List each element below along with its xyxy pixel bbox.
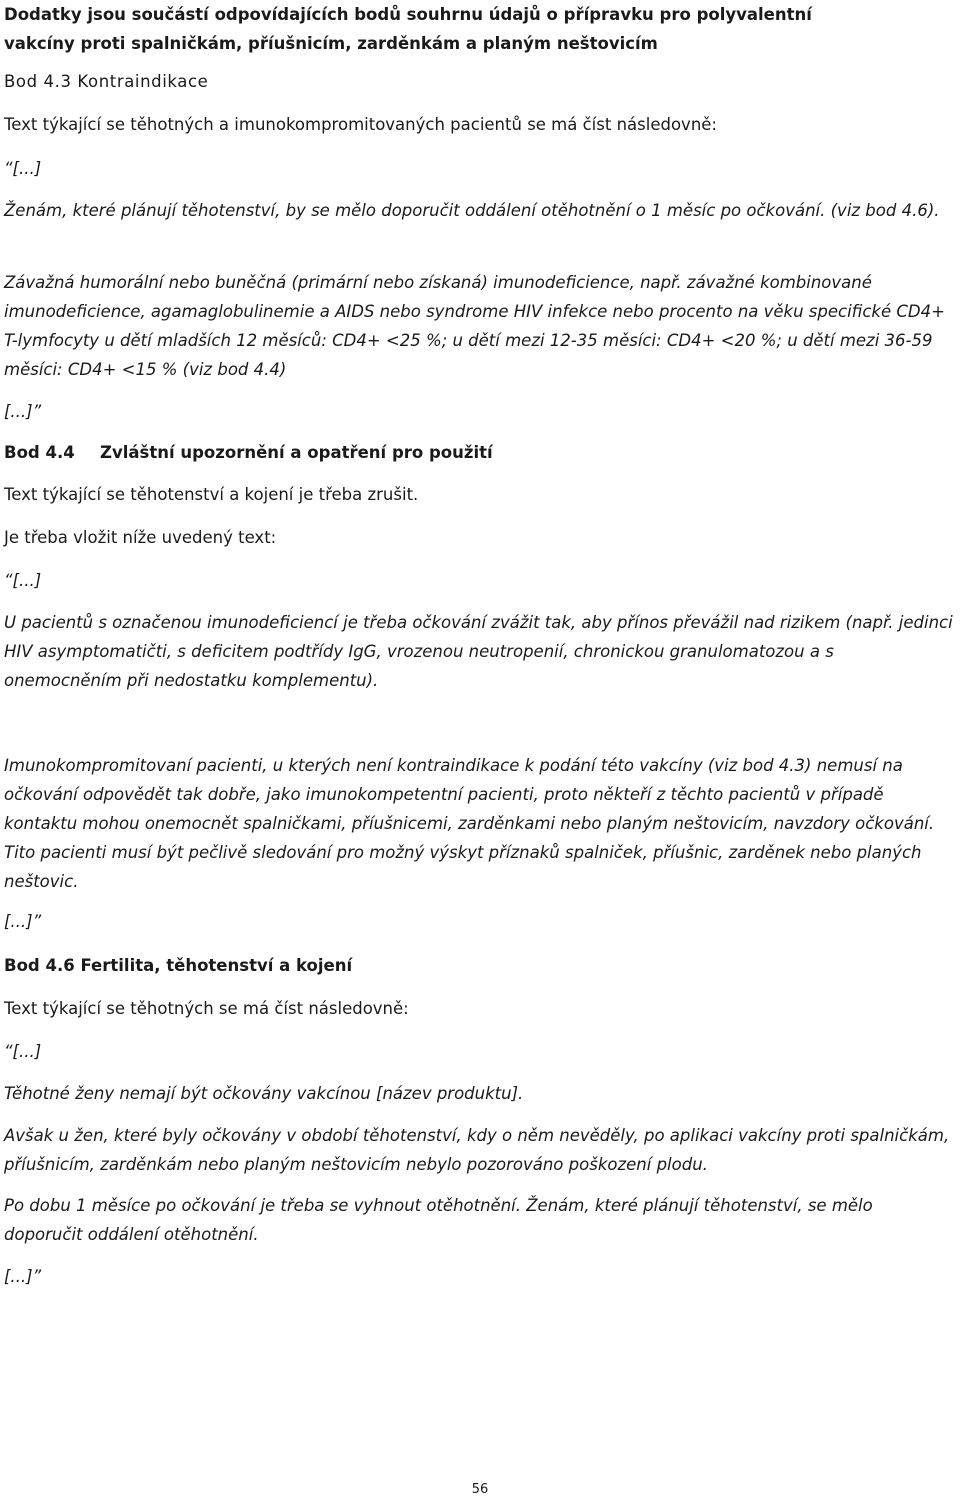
section-4-3-heading: Bod 4.3 Kontraindikace (4, 72, 209, 91)
section-4-4-paragraph-2: Imunokompromitovaní pacienti, u kterých není kontraindikace k podání této vakcíny (viz bod 4.3) nemusí na očkování odpovědět tak dobře, jako imunokompetentní pacienti, proto někteří z těchto pacientů v případě kontaktu mohou onemocnět spalničkami, příušnicemi, zarděnkami nebo planým neštovicím, navzdory očkování. Tito pacienti musí být pečlivě sledování pro možný výskyt příznaků spalniček, příušnic, zarděnek nebo planých neštovic. (4, 756, 935, 891)
section-4-6-paragraph-3: Po dobu 1 měsíce po očkování je třeba se vyhnout otěhotnění. Ženám, které plánují těhotenství, se mělo doporučit oddálení otěhotnění. (4, 1196, 873, 1244)
section-4-4-insert-note: Je třeba vložit níže uvedený text: (4, 528, 277, 547)
quote-close: [...]” (4, 1267, 42, 1286)
section-4-4-heading (4, 438, 954, 467)
quote-open: “[...] (4, 571, 42, 590)
quote-close: [...]” (4, 402, 42, 421)
quote-open: “[...] (4, 159, 42, 178)
section-4-3-paragraph-1: Ženám, které plánují těhotenství, by se mělo doporučit oddálení otěhotnění o 1 měsíc po očkování. (viz bod 4.6). (4, 201, 940, 220)
section-4-3-paragraph-2: Závažná humorální nebo buněčná (primární nebo získaná) imunodeficience, např. závažné kombinované imunodeficience, agamaglobulinemie a AIDS nebo syndrome HIV infekce nebo procento na věku specifické CD4+ T-lymfocyty u dětí mladších 12 měsíců: CD4+ <25 %; u dětí mezi 12-35 měsíci: CD4+ <20 %; u dětí mezi 36-59 měsíci: CD4+ <15 % (viz bod 4.4) (4, 273, 945, 379)
section-4-4-title: Zvláštní upozornění a opatření pro použití (100, 443, 493, 462)
header-line-1: Dodatky jsou součástí odpovídajících bodů souhrnu údajů o přípravku pro polyvalentní (4, 5, 812, 24)
section-4-3-intro: Text týkající se těhotných a imunokompromitovaných pacientů se má číst následovně: (4, 115, 717, 134)
section-4-6-heading: Bod 4.6 Fertilita, těhotenství a kojení (4, 956, 353, 975)
header-line-2: vakcíny proti spalničkám, příušnicím, zarděnkám a planým neštovicím (4, 34, 658, 53)
section-4-4-intro: Text týkající se těhotenství a kojení je třeba zrušit. (4, 485, 419, 504)
section-4-6-paragraph-1: Těhotné ženy nemají být očkovány vakcínou [název produktu]. (4, 1084, 524, 1103)
section-4-4-paragraph-1: U pacientů s označenou imunodeficiencí je třeba očkování zvážit tak, aby přínos převážil nad rizikem (např. jedinci HIV asymptomatičti, s deficitem podtřídy IgG, vrozenou neutropenií, chronickou granulomatozou a s onemocněním při nedostatku komplementu). (4, 613, 953, 690)
page-number: 56 (471, 1482, 489, 1497)
section-4-6-intro: Text týkající se těhotných se má číst následovně: (4, 999, 409, 1018)
section-4-6-paragraph-2: Avšak u žen, které byly očkovány v období těhotenství, kdy o něm nevěděly, po aplikaci vakcíny proti spalničkám, příušnicím, zarděnkám nebo planým neštovicím nebylo pozorováno poškození plodu. (4, 1126, 950, 1174)
section-4-4-number: Bod 4.4 (4, 443, 75, 462)
quote-open: “[...] (4, 1042, 42, 1061)
quote-close: [...]” (4, 912, 42, 931)
